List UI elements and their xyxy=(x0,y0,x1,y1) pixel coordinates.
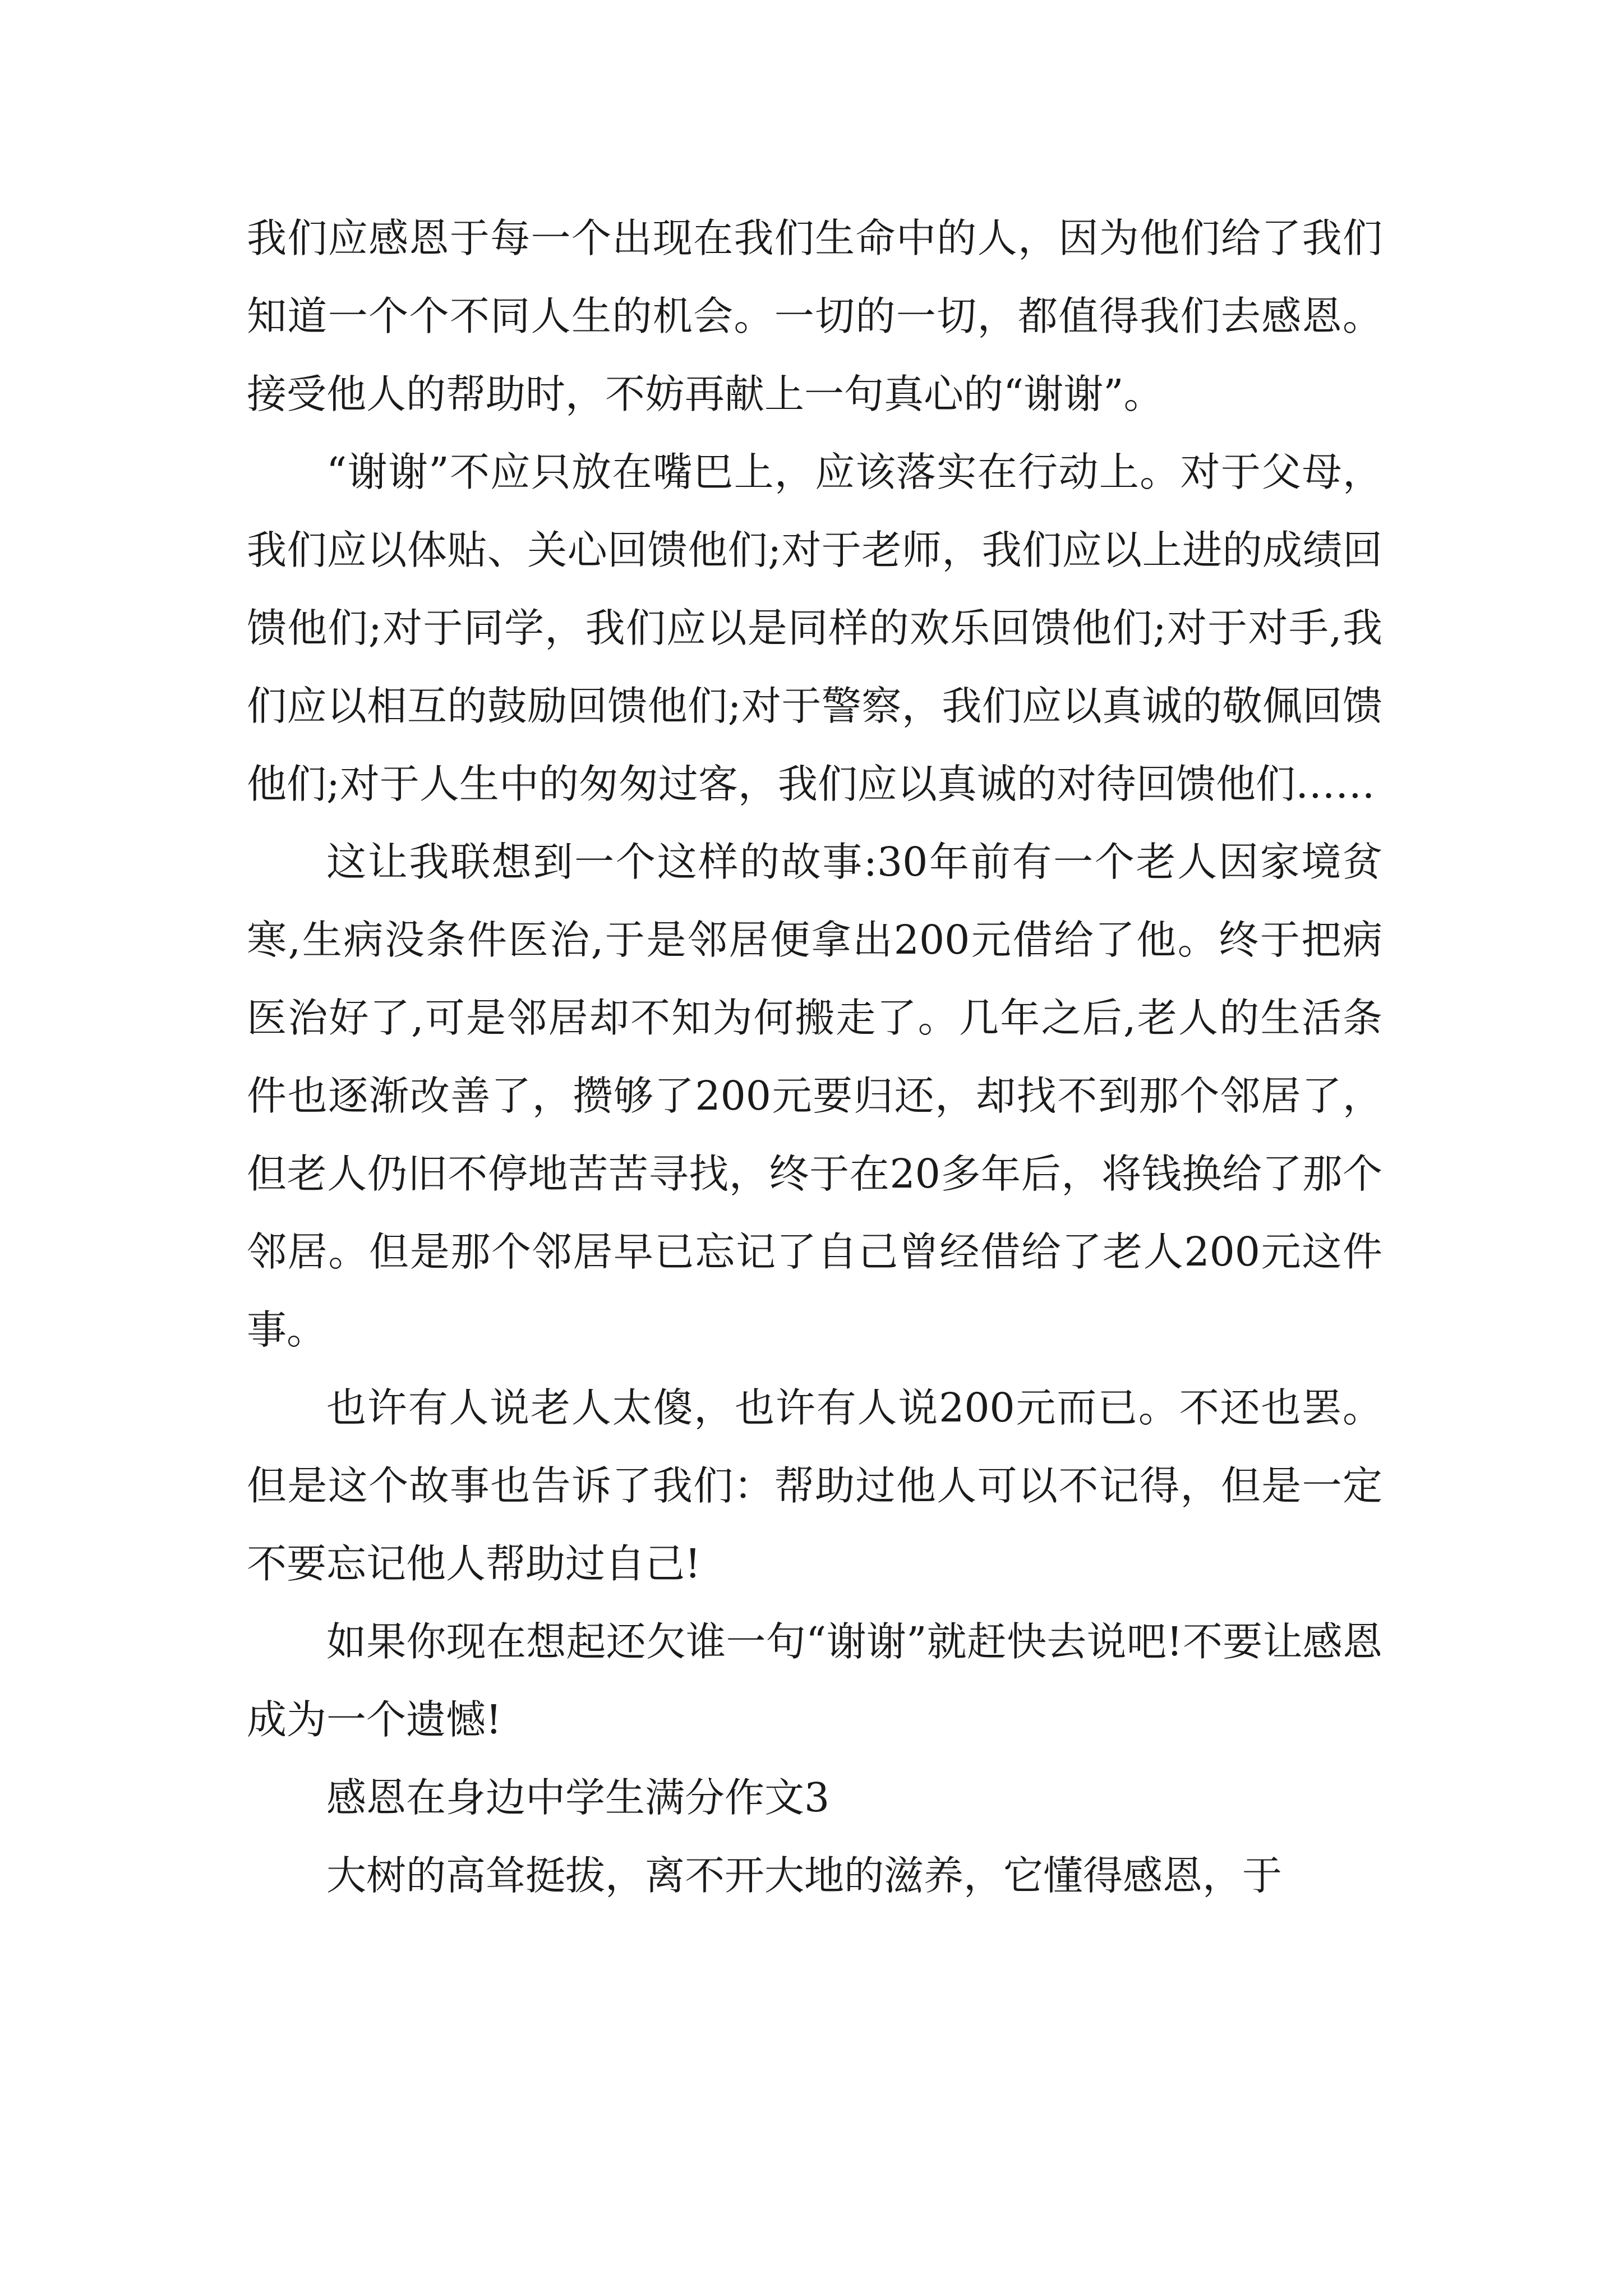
paragraph-3: 这让我联想到一个这样的故事:30年前有一个老人因家境贫寒,生病没条件医治,于是邻居便拿出200元借给了他。终于把病医治好了,可是邻居却不知为何搬走了。几年之后,老人的生活条件也逐渐改善了，攒够了200元要归还，却找不到那个邻居了，但老人仍旧不停地苦苦寻找，终于在20多年后，将钱换给了那个邻居。但是那个邻居早已忘记了自己曾经借给了老人200元这件事。 xyxy=(247,839,1382,1353)
paragraph-4: 也许有人说老人太傻，也许有人说200元而已。不还也罢。但是这个故事也告诉了我们：帮助过他人可以不记得，但是一定不要忘记他人帮助过自己! xyxy=(247,1384,1382,1587)
paragraph-1: 我们应感恩于每一个出现在我们生命中的人，因为他们给了我们知道一个个不同人生的机会。一切的一切，都值得我们去感恩。接受他人的帮助时，不妨再献上一句真心的“谢谢”。 xyxy=(247,215,1382,417)
document-body xyxy=(247,199,1382,1915)
paragraph-2: “谢谢”不应只放在嘴巴上，应该落实在行动上。对于父母，我们应以体贴、关心回馈他们;对于老师，我们应以上进的成绩回馈他们;对于同学，我们应以是同样的欢乐回馈他们;对于对手,我们应以相互的鼓励回馈他们;对于警察，我们应以真诚的敬佩回馈他们;对于人生中的匆匆过客，我们应以真诚的对待回馈他们…… xyxy=(247,449,1382,807)
paragraph-7: 大树的高耸挺拔，离不开大地的滋养，它懂得感恩，于 xyxy=(326,1852,1283,1899)
section-heading: 感恩在身边中学生满分作文3 xyxy=(326,1774,830,1821)
paragraph-5: 如果你现在想起还欠谁一句“谢谢”就赶快去说吧!不要让感恩成为一个遗憾! xyxy=(247,1618,1382,1743)
